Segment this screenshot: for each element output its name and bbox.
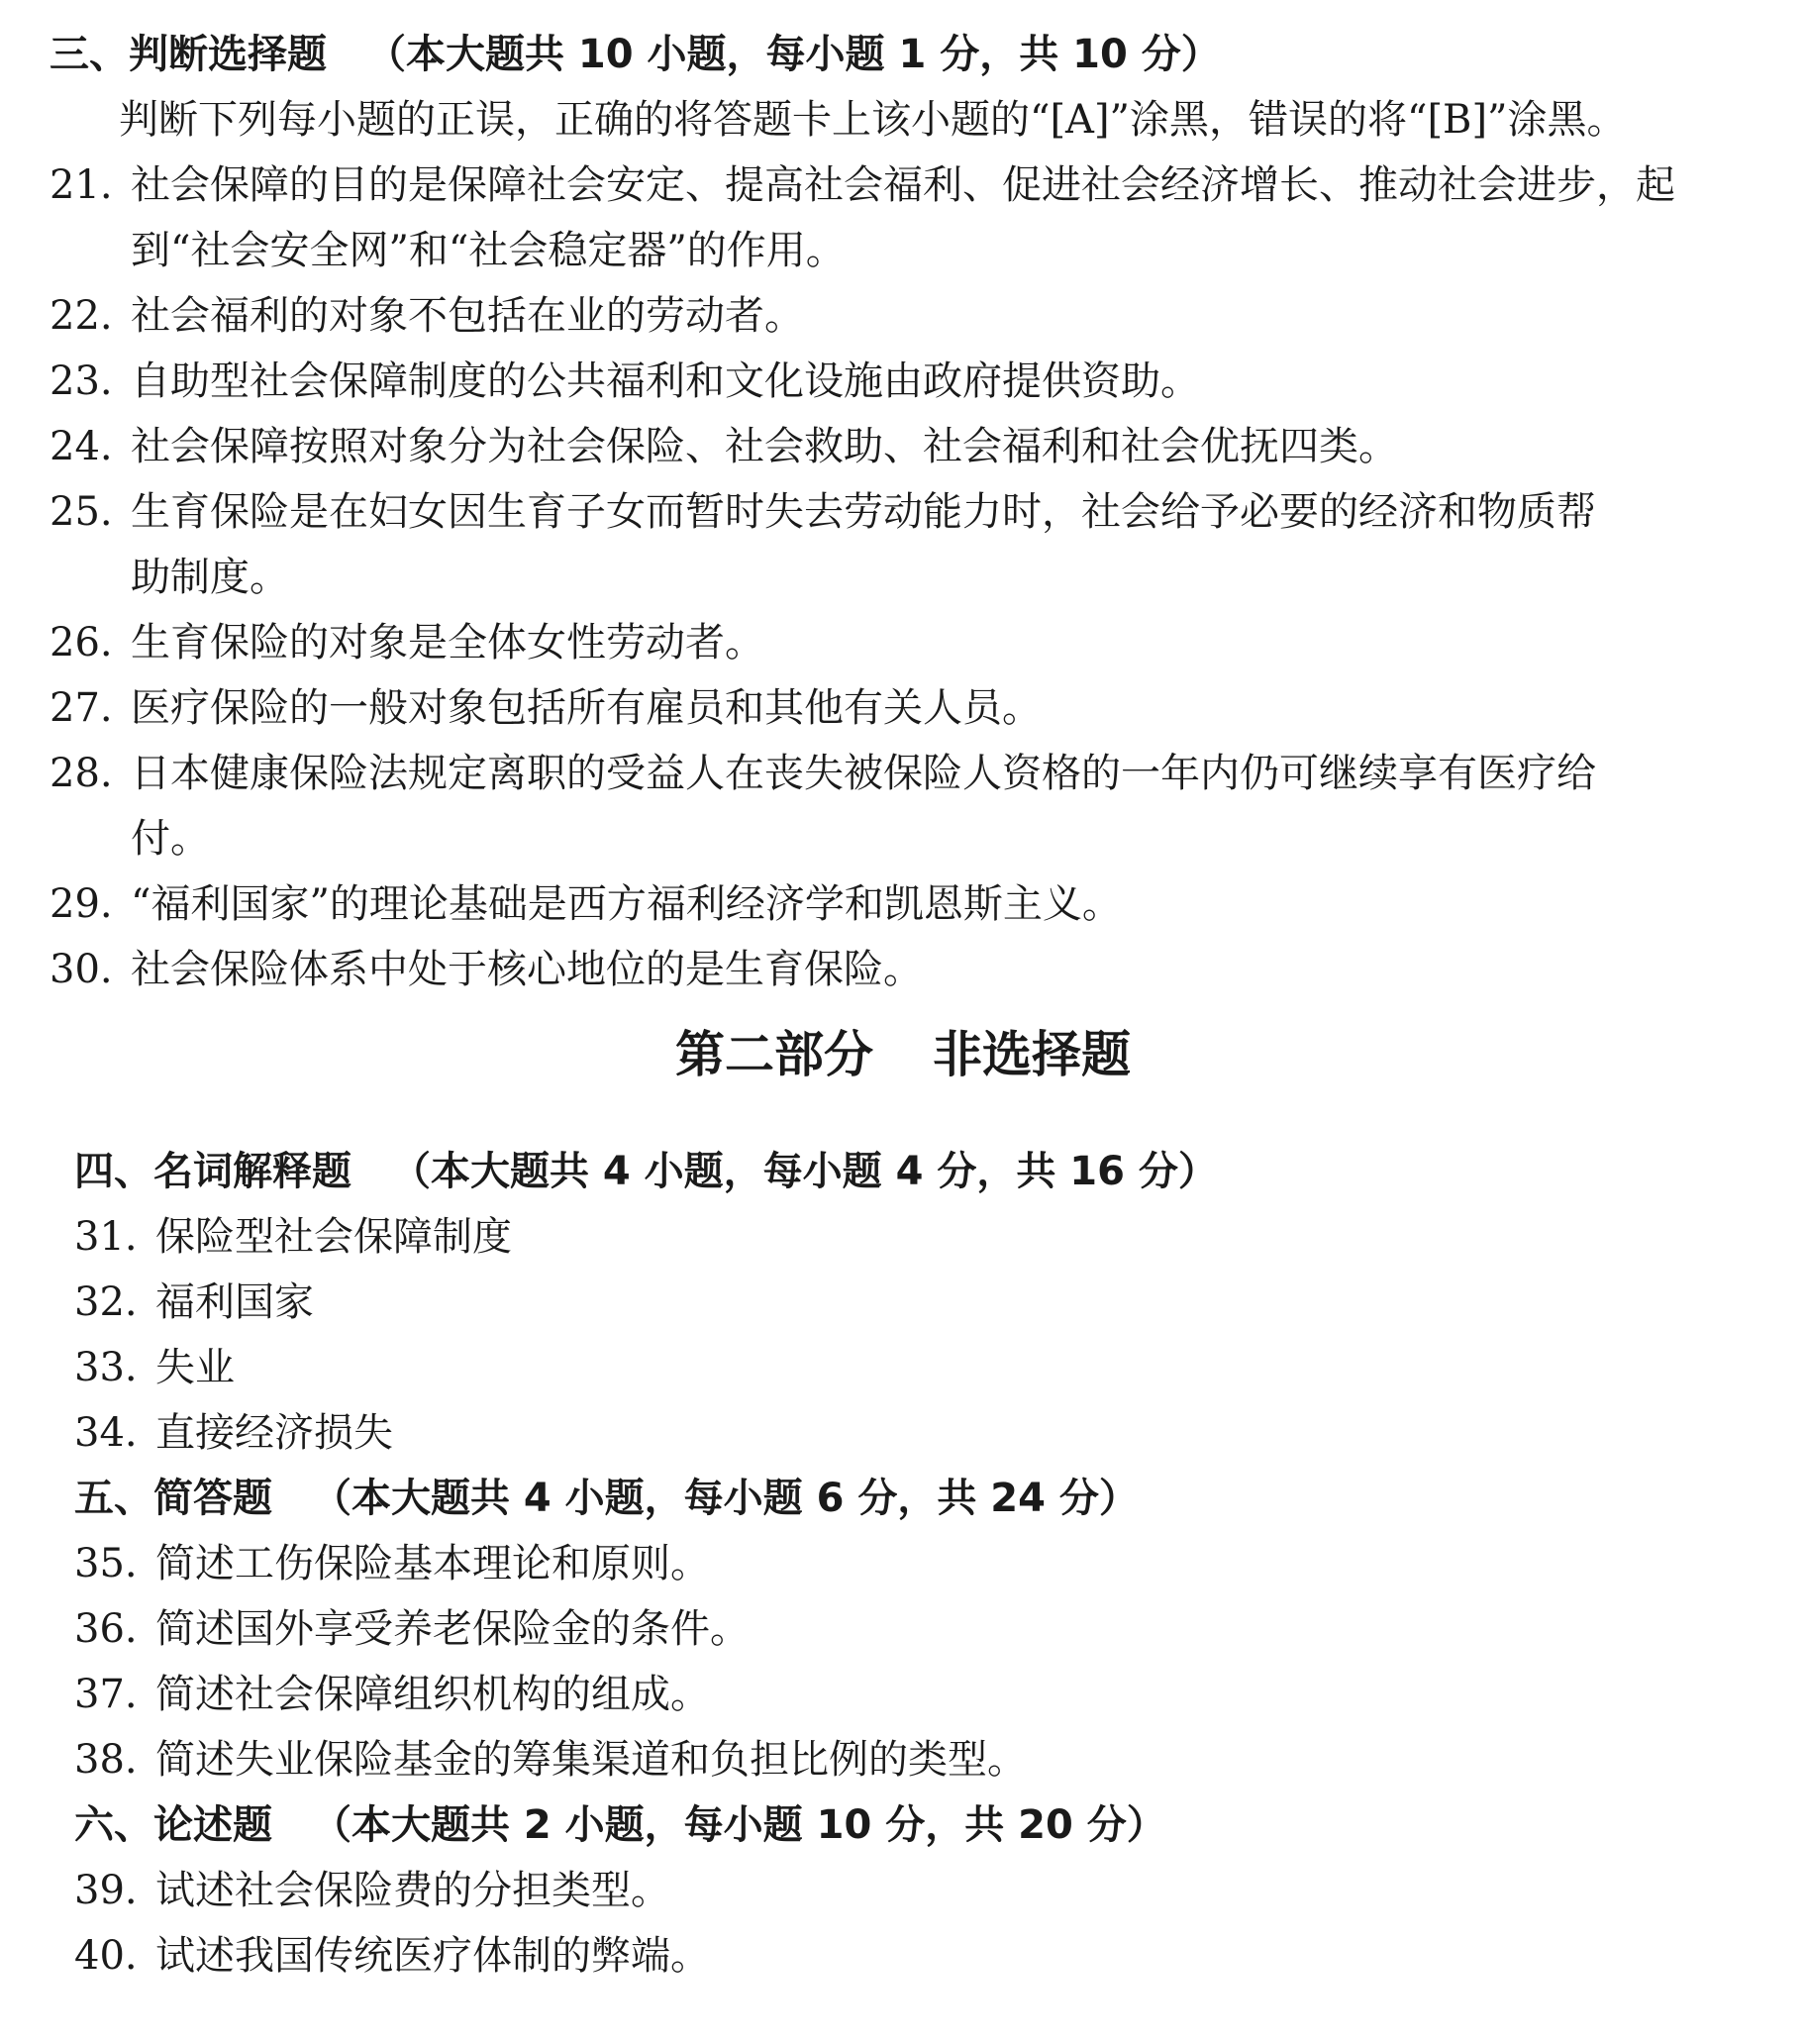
question-number: 38. (74, 1737, 138, 1783)
part-two-title: 非选择题 (933, 1026, 1131, 1083)
question-number: 30. (50, 947, 113, 992)
question-item (50, 153, 1675, 283)
question-text: 福利国家 (155, 1279, 314, 1325)
section5-title: 五、简答题 (74, 1476, 272, 1521)
part-two-heading (0, 1020, 1806, 1089)
question-item (50, 283, 1675, 349)
question-text-continued: 助制度。 (131, 555, 289, 600)
question-number: 32. (74, 1279, 138, 1325)
question-text: 简述国外享受养老保险金的条件。 (155, 1606, 750, 1652)
question-text: 医疗保险的一般对象包括所有雇员和其他有关人员。 (131, 685, 1042, 731)
question-text: 社会保障的目的是保障社会安定、提高社会福利、促进社会经济增长、推动社会进步，起 (131, 162, 1675, 208)
question-text: 简述社会保障组织机构的组成。 (155, 1672, 710, 1717)
question-number: 40. (74, 1933, 138, 1979)
section5-heading (74, 1466, 1218, 1531)
question-number: 37. (74, 1672, 138, 1717)
question-text: 社会福利的对象不包括在业的劳动者。 (131, 293, 804, 339)
part-two-label: 第二部分 (675, 1026, 873, 1083)
question-item (74, 1596, 1218, 1662)
question-text: 简述工伤保险基本理论和原则。 (155, 1541, 710, 1586)
question-text: 失业 (155, 1345, 235, 1390)
question-number: 26. (50, 620, 113, 665)
section3-note: （本大题共 10 小题，每小题 1 分，共 10 分） (366, 32, 1221, 77)
section5-note: （本大题共 4 小题，每小题 6 分，共 24 分） (312, 1476, 1139, 1521)
question-number: 35. (74, 1541, 138, 1586)
section3-heading (50, 22, 1675, 87)
question-text: 日本健康保险法规定离职的受益人在丧失被保险人资格的一年内仍可继续享有医疗给 (131, 751, 1596, 796)
question-number: 29. (50, 881, 113, 927)
question-text: “福利国家”的理论基础是西方福利经济学和凯恩斯主义。 (131, 881, 1122, 927)
question-item (74, 1923, 1218, 1989)
question-item (50, 741, 1675, 871)
question-item (50, 414, 1675, 479)
question-text-continued: 到“社会安全网”和“社会稳定器”的作用。 (131, 228, 846, 273)
question-item (50, 871, 1675, 937)
question-item (74, 1531, 1218, 1596)
question-item (74, 1335, 1218, 1400)
question-number: 39. (74, 1868, 138, 1913)
section6-title: 六、论述题 (74, 1802, 272, 1848)
question-item (74, 1204, 1218, 1270)
question-text: 社会保障按照对象分为社会保险、社会救助、社会福利和社会优抚四类。 (131, 424, 1398, 469)
section3-instruction: 判断下列每小题的正误，正确的将答题卡上该小题的“[A]”涂黑，错误的将“[B]”涂黑。 (119, 97, 1627, 143)
question-number: 28. (50, 751, 113, 796)
question-number: 36. (74, 1606, 138, 1652)
question-text: 直接经济损失 (155, 1410, 393, 1456)
question-item (50, 479, 1675, 610)
question-number: 23. (50, 358, 113, 404)
question-text: 试述社会保险费的分担类型。 (155, 1868, 670, 1913)
question-text: 生育保险是在妇女因生育子女而暂时失去劳动能力时，社会给予必要的经济和物质帮 (131, 489, 1596, 535)
question-number: 22. (50, 293, 113, 339)
question-item (74, 1858, 1218, 1923)
section4-heading (74, 1139, 1218, 1204)
question-item (50, 610, 1675, 675)
section3-block (50, 22, 1675, 1002)
question-text-continued: 付。 (131, 816, 210, 862)
question-item (74, 1662, 1218, 1727)
section3-title: 三、判断选择题 (50, 32, 327, 77)
section6-note: （本大题共 2 小题，每小题 10 分，共 20 分） (312, 1802, 1166, 1848)
question-text: 自助型社会保障制度的公共福利和文化设施由政府提供资助。 (131, 358, 1200, 404)
question-number: 24. (50, 424, 113, 469)
question-text: 社会保险体系中处于核心地位的是生育保险。 (131, 947, 923, 992)
question-number: 25. (50, 489, 113, 535)
question-number: 33. (74, 1345, 138, 1390)
question-item (50, 937, 1675, 1002)
section4-note: （本大题共 4 小题，每小题 4 分，共 16 分） (391, 1149, 1218, 1194)
question-item (74, 1727, 1218, 1792)
question-item (74, 1400, 1218, 1466)
question-item (74, 1270, 1218, 1335)
question-text: 保险型社会保障制度 (155, 1214, 512, 1260)
question-number: 27. (50, 685, 113, 731)
question-text: 生育保险的对象是全体女性劳动者。 (131, 620, 764, 665)
question-text: 试述我国传统医疗体制的弊端。 (155, 1933, 710, 1979)
question-number: 31. (74, 1214, 138, 1260)
question-item (50, 675, 1675, 741)
section6-heading (74, 1792, 1218, 1858)
question-item (50, 349, 1675, 414)
question-text: 简述失业保险基金的筹集渠道和负担比例的类型。 (155, 1737, 1027, 1783)
section4-block (74, 1139, 1218, 1989)
question-number: 21. (50, 162, 113, 208)
question-number: 34. (74, 1410, 138, 1456)
section4-title: 四、名词解释题 (74, 1149, 351, 1194)
